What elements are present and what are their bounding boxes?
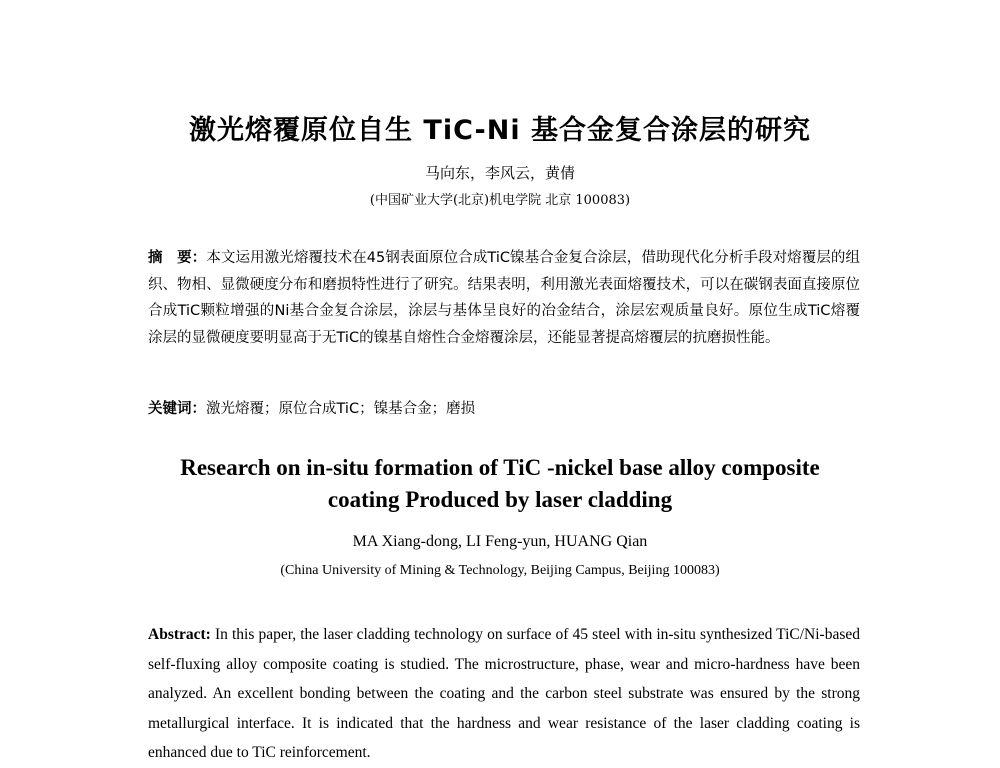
abstract-text-chinese: 本文运用激光熔覆技术在45钢表面原位合成TiC镍基合金复合涂层，借助现代化分析手段对熔覆层的组织、物相、显微硬度分布和磨损特性进行了研究。结果表明，利用激光表面熔覆技术，可以在碳钢表面直接原位合成TiC颗粒增强的Ni基合金复合涂层，涂层与基体呈良好的冶金结合，涂层宏观质量良好。原位生成TiC熔覆涂层的显微硬度要明显高于无TiC的镍基自熔性合金熔覆涂层，还能显著提高熔覆层的抗磨损性能。 xyxy=(148,250,861,346)
paper-title-chinese: 激光熔覆原位自生 TiC-Ni 基合金复合涂层的研究 xyxy=(189,115,811,146)
authors-chinese: 马向东，李风云，黄倩 xyxy=(424,164,575,182)
abstract-label-chinese: 摘 要： xyxy=(148,250,207,266)
keywords-label-chinese: 关键词： xyxy=(148,401,206,417)
paper-title-english xyxy=(0,452,1000,516)
affiliation-chinese: (中国矿业大学(北京)机电学院 北京 100083) xyxy=(369,193,631,208)
affiliation-english: (China University of Mining & Technology, Beijing Campus, Beijing 100083) xyxy=(280,563,720,578)
paper-title-english-line1: Research on in-situ formation of TiC -nickel base alloy composite xyxy=(180,455,820,480)
authors-english: MA Xiang-dong, LI Feng-yun, HUANG Qian xyxy=(352,533,648,550)
keywords-text-chinese: 激光熔覆；原位合成TiC；镍基合金；磨损 xyxy=(206,401,476,417)
abstract-text-english: In this paper, the laser cladding technology on surface of 45 steel with in-situ synthesized TiC/Ni-based self-fluxing alloy composite coating is studied. The microstructure, phase, wear and micro-hardness have been analyzed. An excellent bonding between the coating and the carbon steel substrate was ensured by the strong metallurgical interface. It is indicated that the hardness and wear resistance of the laser cladding coating is enhanced due to TiC reinforcement. xyxy=(148,626,861,761)
keywords-chinese xyxy=(148,396,860,422)
abstract-label-english: Abstract: xyxy=(148,626,211,643)
abstract-english xyxy=(148,620,860,768)
paper-title-english-line2: coating Produced by laser cladding xyxy=(327,487,673,512)
abstract-chinese xyxy=(148,245,860,351)
